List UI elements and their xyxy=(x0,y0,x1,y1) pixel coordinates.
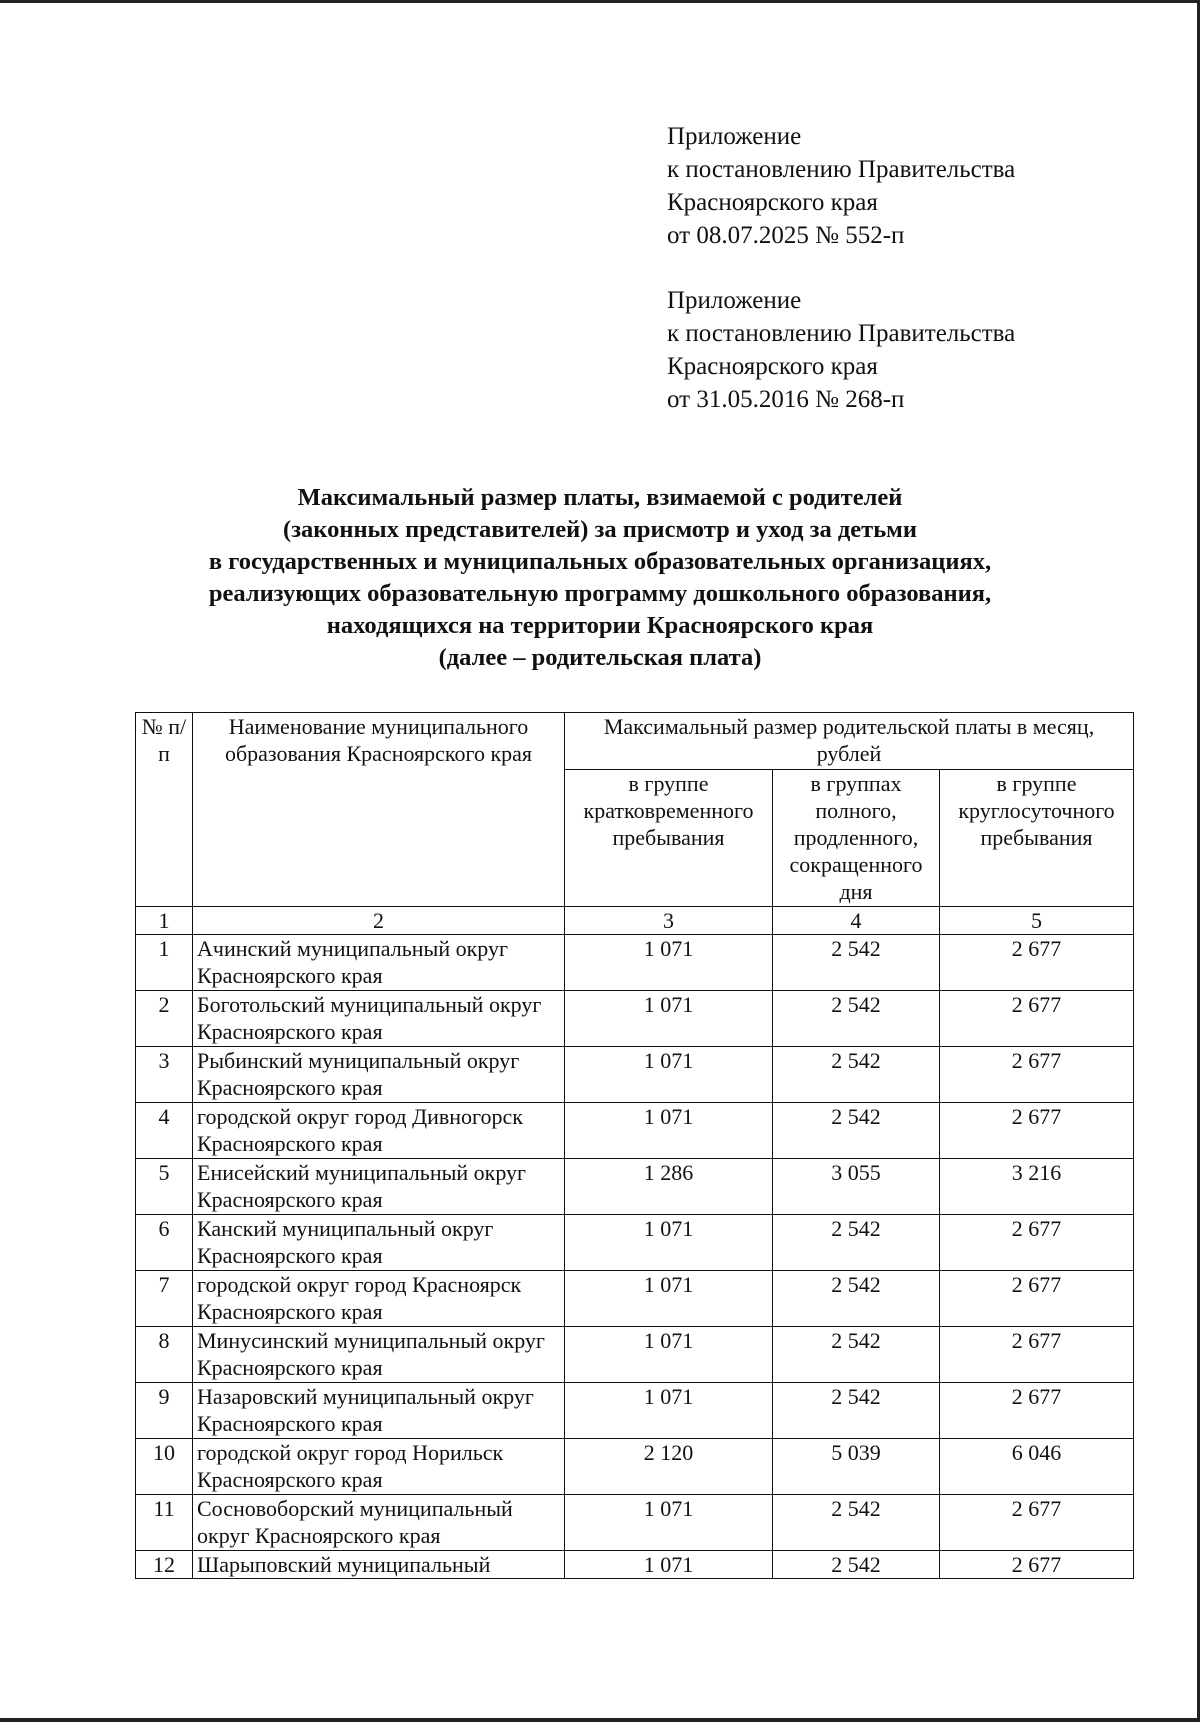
municipality-name: Рыбинский муниципальный округ Красноярского края xyxy=(193,1047,565,1103)
title-line3: в государственных и муниципальных образовательных организациях, xyxy=(208,548,992,575)
fee-round-clock: 2 677 xyxy=(940,991,1134,1047)
table-row xyxy=(136,1383,1134,1439)
fee-round-clock: 2 677 xyxy=(940,1383,1134,1439)
table-row xyxy=(136,991,1134,1047)
municipality-name: городской округ город Красноярск Красноярского края xyxy=(193,1271,565,1327)
fee-full-day: 2 542 xyxy=(773,1271,940,1327)
column-number: 3 xyxy=(565,907,773,935)
municipality-name: городской округ город Дивногорск Красноярского края xyxy=(193,1103,565,1159)
table-row xyxy=(136,935,1134,991)
fee-round-clock: 2 677 xyxy=(940,1103,1134,1159)
row-number: 7 xyxy=(136,1271,193,1327)
table-body xyxy=(136,907,1134,1579)
row-number: 5 xyxy=(136,1159,193,1215)
fee-full-day: 2 542 xyxy=(773,1047,940,1103)
fee-round-clock: 2 677 xyxy=(940,1495,1134,1551)
municipality-name: городской округ город Норильск Красноярского края xyxy=(193,1439,565,1495)
municipality-name: Шарыповский муниципальный xyxy=(193,1551,565,1579)
fee-short-stay: 1 071 xyxy=(565,1047,773,1103)
table-row xyxy=(136,1551,1134,1579)
fee-round-clock: 3 216 xyxy=(940,1159,1134,1215)
appendix-current-line2: к постановлению Правительства xyxy=(667,156,1016,183)
fee-short-stay: 1 071 xyxy=(565,1495,773,1551)
title-line1: Максимальный размер платы, взимаемой с родителей xyxy=(297,484,903,511)
fee-short-stay: 2 120 xyxy=(565,1439,773,1495)
fee-full-day: 3 055 xyxy=(773,1159,940,1215)
header-short-stay: в группе кратковременного пребывания xyxy=(565,770,773,907)
appendix-current xyxy=(667,120,1015,252)
fee-short-stay: 1 071 xyxy=(565,935,773,991)
fee-full-day: 2 542 xyxy=(773,991,940,1047)
municipality-name: Енисейский муниципальный округ Красноярского края xyxy=(193,1159,565,1215)
row-number: 6 xyxy=(136,1215,193,1271)
fee-round-clock: 2 677 xyxy=(940,935,1134,991)
row-number: 1 xyxy=(136,935,193,991)
table-row xyxy=(136,1047,1134,1103)
row-number: 3 xyxy=(136,1047,193,1103)
table-row xyxy=(136,1159,1134,1215)
fee-full-day: 2 542 xyxy=(773,1495,940,1551)
appendix-original-line3: Красноярского края xyxy=(667,353,878,380)
row-number: 8 xyxy=(136,1327,193,1383)
row-number: 11 xyxy=(136,1495,193,1551)
table-row xyxy=(136,1271,1134,1327)
header-group: Максимальный размер родительской платы в месяц, рублей xyxy=(565,713,1134,770)
header-num: № п/п xyxy=(136,713,193,907)
column-number: 4 xyxy=(773,907,940,935)
row-number: 10 xyxy=(136,1439,193,1495)
fee-round-clock: 6 046 xyxy=(940,1439,1134,1495)
fee-round-clock: 2 677 xyxy=(940,1271,1134,1327)
fee-short-stay: 1 286 xyxy=(565,1159,773,1215)
fees-table xyxy=(135,712,1134,1579)
municipality-name: Назаровский муниципальный округ Красноярского края xyxy=(193,1383,565,1439)
header-name: Наименование муниципального образования Красноярского края xyxy=(193,713,565,907)
fee-short-stay: 1 071 xyxy=(565,1215,773,1271)
row-number: 9 xyxy=(136,1383,193,1439)
fee-full-day: 2 542 xyxy=(773,935,940,991)
municipality-name: Минусинский муниципальный округ Красноярского края xyxy=(193,1327,565,1383)
fee-round-clock: 2 677 xyxy=(940,1215,1134,1271)
appendix-original-line1: Приложение xyxy=(667,287,802,314)
fee-short-stay: 1 071 xyxy=(565,1271,773,1327)
appendix-current-line3: Красноярского края xyxy=(667,189,878,216)
fee-round-clock: 2 677 xyxy=(940,1327,1134,1383)
header-full-day: в группах полного, продленного, сокращенного дня xyxy=(773,770,940,907)
column-numbers-row xyxy=(136,907,1134,935)
table-row xyxy=(136,1215,1134,1271)
scan-edge-bottom xyxy=(0,1718,1200,1722)
municipality-name: Сосновоборский муниципальный округ Красноярского края xyxy=(193,1495,565,1551)
appendix-current-line1: Приложение xyxy=(667,123,802,150)
title-line5: находящихся на территории Красноярского края xyxy=(326,612,874,639)
table-row xyxy=(136,1327,1134,1383)
fee-short-stay: 1 071 xyxy=(565,991,773,1047)
appendix-current-line4: от 08.07.2025 № 552-п xyxy=(667,222,905,249)
fee-full-day: 2 542 xyxy=(773,1215,940,1271)
municipality-name: Канский муниципальный округ Красноярского края xyxy=(193,1215,565,1271)
table-row xyxy=(136,1439,1134,1495)
fee-short-stay: 1 071 xyxy=(565,1383,773,1439)
title-line2: (законных представителей) за присмотр и уход за детьми xyxy=(283,516,917,543)
header-round-clock: в группе круглосуточного пребывания xyxy=(940,770,1134,907)
fee-round-clock: 2 677 xyxy=(940,1047,1134,1103)
title-line6: (далее – родительская плата) xyxy=(438,644,762,671)
fee-full-day: 2 542 xyxy=(773,1383,940,1439)
fee-short-stay: 1 071 xyxy=(565,1551,773,1579)
appendix-original-line2: к постановлению Правительства xyxy=(667,320,1016,347)
fee-full-day: 5 039 xyxy=(773,1439,940,1495)
fee-short-stay: 1 071 xyxy=(565,1103,773,1159)
fee-full-day: 2 542 xyxy=(773,1103,940,1159)
scan-edge-top xyxy=(0,0,1200,3)
appendix-original-line4: от 31.05.2016 № 268-п xyxy=(667,386,905,413)
appendix-original xyxy=(667,284,1015,416)
fee-full-day: 2 542 xyxy=(773,1551,940,1579)
row-number: 4 xyxy=(136,1103,193,1159)
row-number: 12 xyxy=(136,1551,193,1579)
column-number: 1 xyxy=(136,907,193,935)
row-number: 2 xyxy=(136,991,193,1047)
table-row xyxy=(136,1495,1134,1551)
fee-full-day: 2 542 xyxy=(773,1327,940,1383)
column-number: 5 xyxy=(940,907,1134,935)
column-number: 2 xyxy=(193,907,565,935)
fee-round-clock: 2 677 xyxy=(940,1551,1134,1579)
table-row xyxy=(136,1103,1134,1159)
municipality-name: Боготольский муниципальный округ Красноярского края xyxy=(193,991,565,1047)
municipality-name: Ачинский муниципальный округ Красноярского края xyxy=(193,935,565,991)
document-title xyxy=(90,482,1110,674)
title-line4: реализующих образовательную программу дошкольного образования, xyxy=(208,580,992,607)
fee-short-stay: 1 071 xyxy=(565,1327,773,1383)
